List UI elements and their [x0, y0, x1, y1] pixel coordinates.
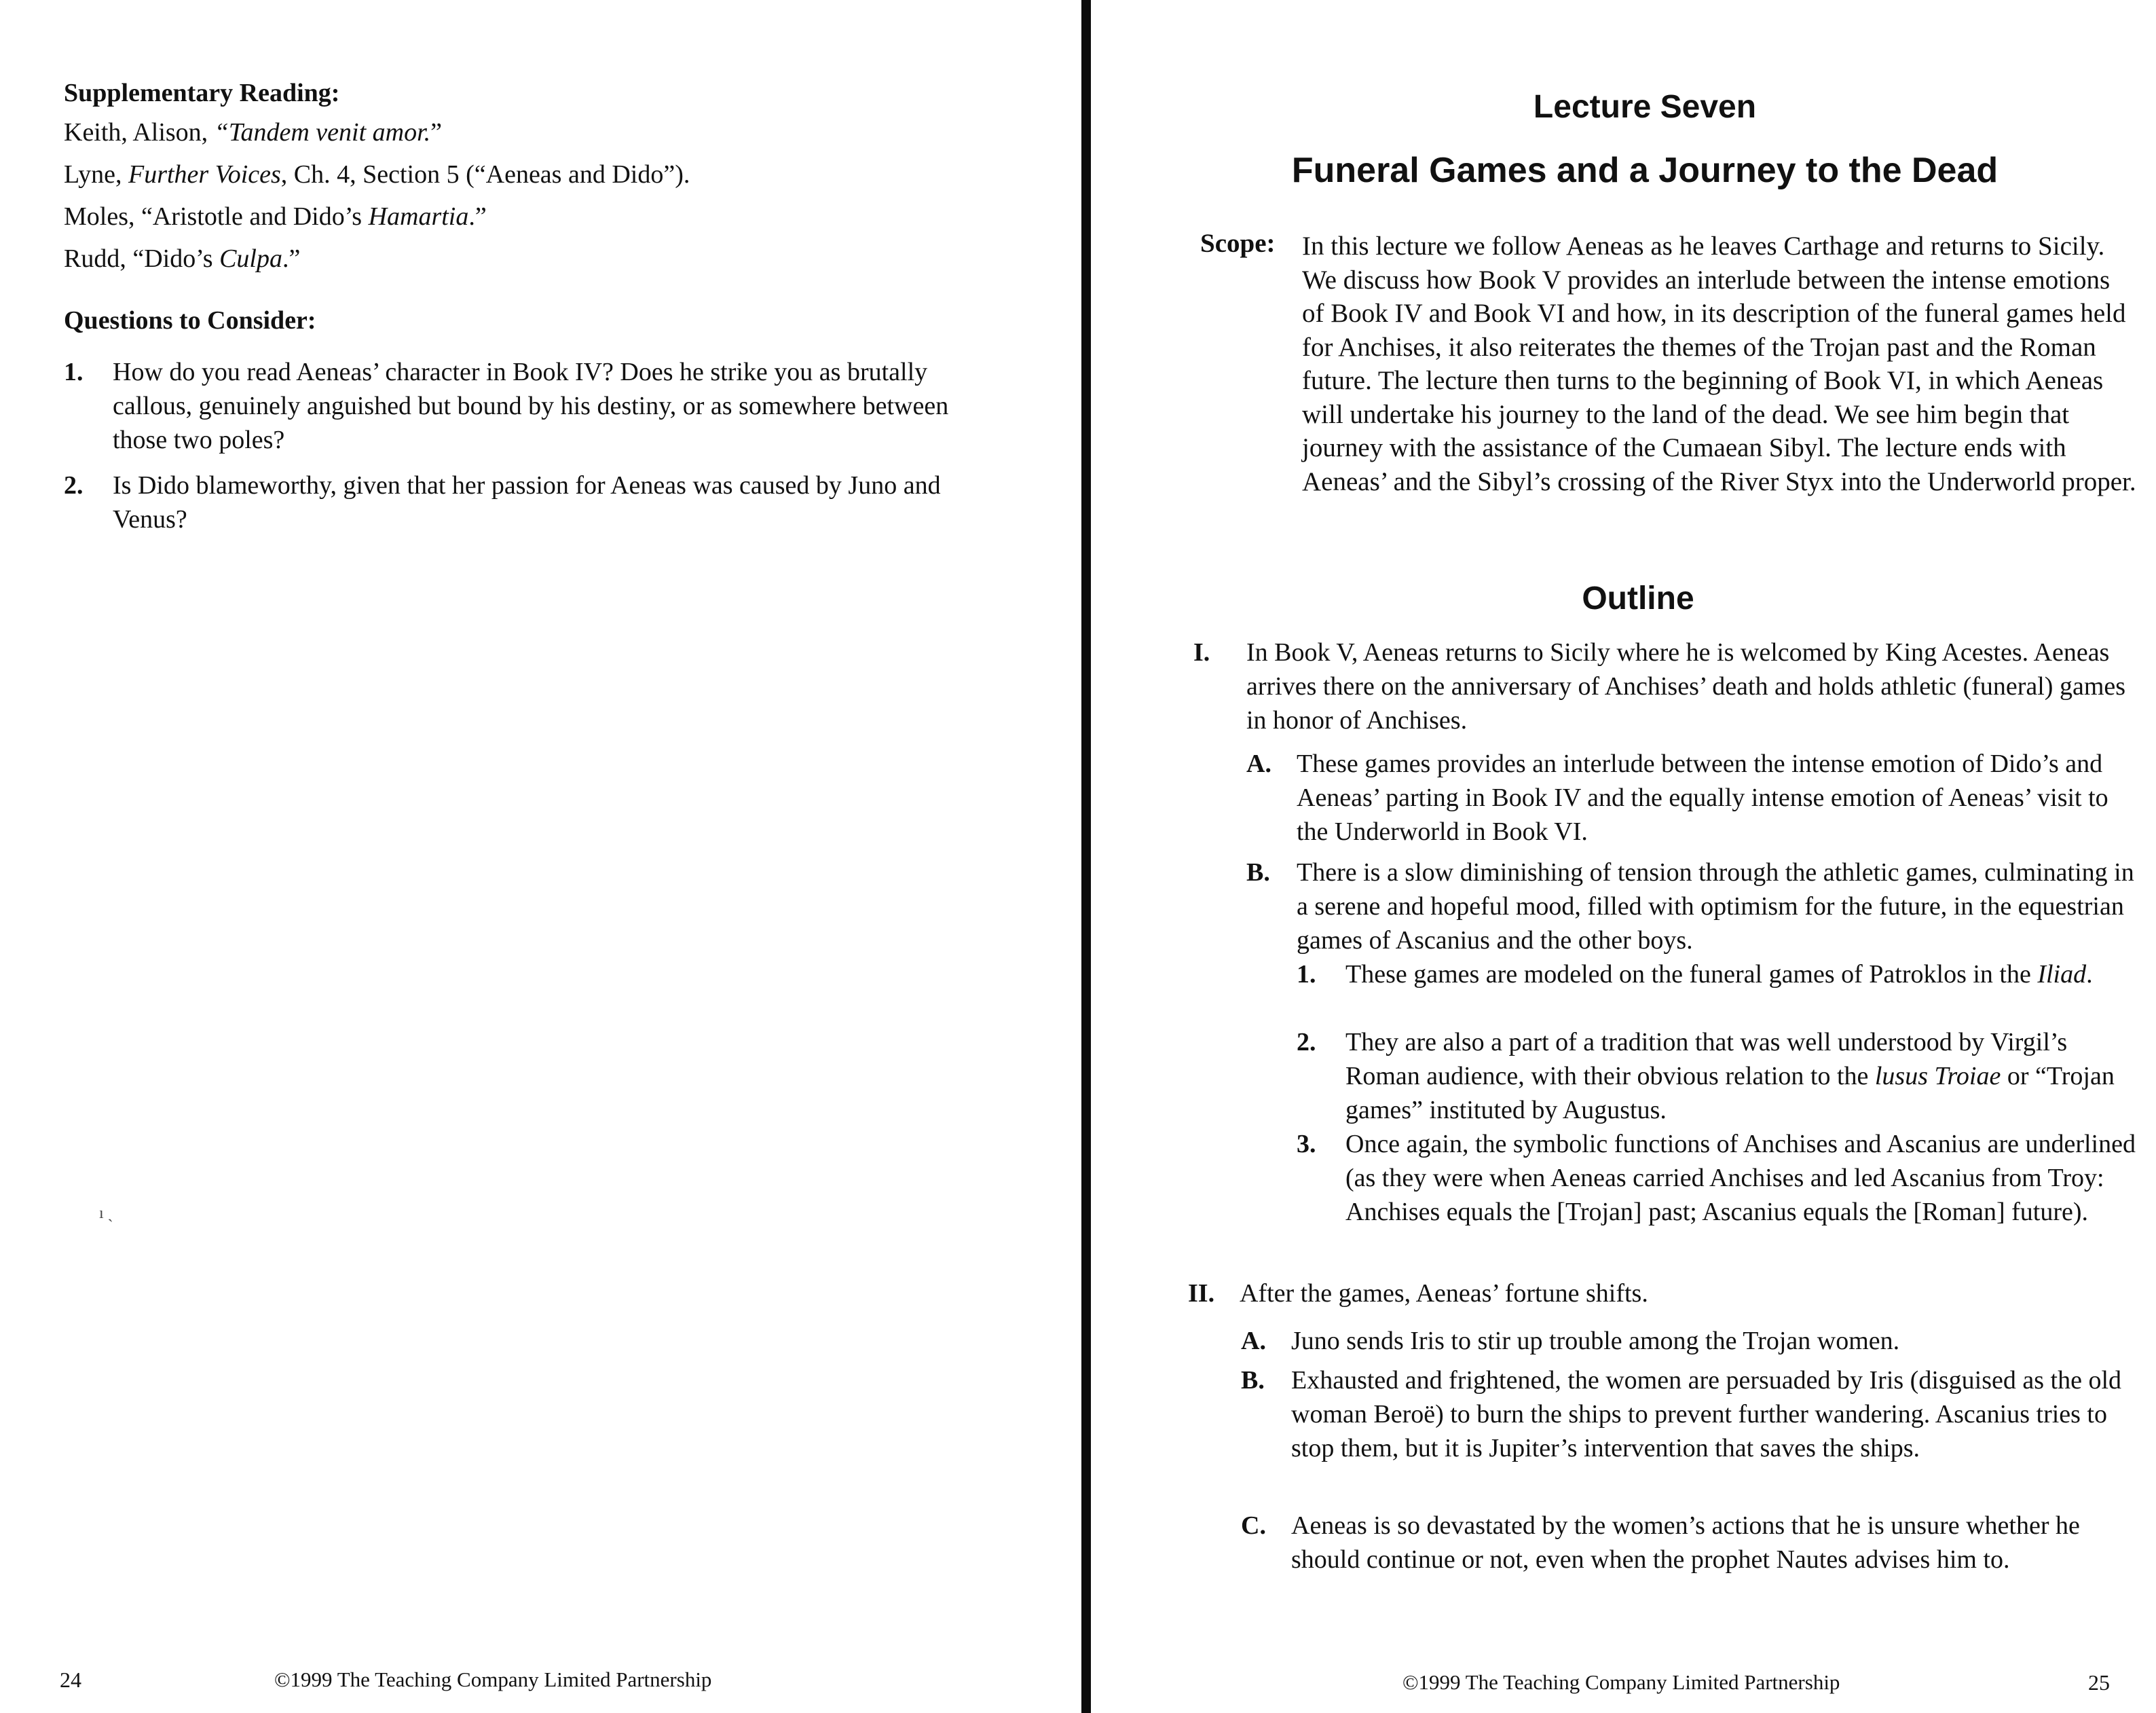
lecture-title: Funeral Games and a Journey to the Dead: [1291, 151, 1999, 190]
outline-heading: Outline: [1582, 581, 1694, 616]
outline-item-I-B-2: They are also a part of a tradition that was well understood by Virgil’s Roman audience, with their obvious relation to the lusus Troiae or “Trojan games” instituted by Augustus.: [1345, 1028, 2115, 1124]
outline-item-I: In Book V, Aeneas returns to Sicily where he is welcomed by King Acestes. Aeneas arrives there on the anniversary of Anchises’ death and holds athletic (funeral) games in honor of Anchises.: [1246, 638, 2126, 735]
reference-item: Lyne, Further Voices, Ch. 4, Section 5 (“Aeneas and Dido”).: [64, 160, 690, 189]
outline-label-II-A: A.: [1241, 1327, 1266, 1355]
outline-label-I-A: A.: [1246, 750, 1271, 778]
outline-label-I-B-2: 2.: [1297, 1028, 1316, 1056]
outline-item-II: After the games, Aeneas’ fortune shifts.: [1240, 1279, 1648, 1308]
outline-item-II-A: Juno sends Iris to stir up trouble among the Trojan women.: [1291, 1327, 1900, 1355]
reference-item: Keith, Alison, “Tandem venit amor.”: [64, 118, 443, 147]
page-number: 24: [60, 1668, 81, 1692]
right-page: [1093, 0, 2156, 1713]
question-text: How do you read Aeneas’ character in Book IV? Does he strike you as brutally callous, genuinely anguished but bound by his destiny, or as somewhere between those two poles?: [113, 358, 949, 454]
outline-item-I-B-1: These games are modeled on the funeral games of Patroklos in the Iliad.: [1345, 960, 2093, 989]
question-number: 2.: [64, 471, 83, 500]
scope-label: Scope:: [1200, 229, 1276, 258]
lecture-number: Lecture Seven: [1533, 89, 1757, 125]
stray-mark: ı ˎ: [99, 1204, 113, 1222]
question-text: Is Dido blameworthy, given that her passion for Aeneas was caused by Juno and Venus?: [113, 471, 941, 534]
outline-item-I-B-3: Once again, the symbolic functions of Anchises and Ascanius are underlined (as they were when Aeneas carried Anchises and led Ascanius from Troy: Anchises equals the [Trojan] past; Ascanius equals the [Roman] future).: [1345, 1130, 2136, 1226]
page-number: 25: [2088, 1670, 2110, 1695]
reference-item: Rudd, “Dido’s Culpa.”: [64, 244, 301, 273]
reference-item: Moles, “Aristotle and Dido’s Hamartia.”: [64, 202, 487, 231]
outline-label-I-B: B.: [1246, 858, 1270, 887]
outline-label-I-B-3: 3.: [1297, 1130, 1316, 1158]
outline-label-II-C: C.: [1241, 1511, 1266, 1540]
copyright-footer: ©1999 The Teaching Company Limited Partnership: [274, 1668, 712, 1691]
outline-label-I: I.: [1193, 638, 1210, 667]
outline-item-I-B: There is a slow diminishing of tension through the athletic games, culminating in a serene and hopeful mood, filled with optimism for the future, in the equestrian games of Ascanius and the other boys.: [1297, 858, 2134, 955]
outline-item-I-A: These games provides an interlude between the intense emotion of Dido’s and Aeneas’ parting in Book IV and the equally intense emotion of Aeneas’ visit to the Underworld in Book VI.: [1297, 750, 2108, 846]
scope-text: In this lecture we follow Aeneas as he leaves Carthage and returns to Sicily. We discuss how Book V provides an interlude between the intense emotions of Book IV and Book VI and how, in its description of the funeral games held for Anchises, it also reiterates the themes of the Trojan past and the Roman future. The lecture then turns to the beginning of Book VI, in which Aeneas will undertake his journey to the land of the dead. We see him begin that journey with the assistance of the Cumaean Sibyl. The lecture ends with Aeneas’ and the Sibyl’s crossing of the River Styx into the Underworld proper.: [1302, 232, 2136, 496]
question-number: 1.: [64, 358, 83, 386]
outline-item-II-C: Aeneas is so devastated by the women’s actions that he is unsure whether he should continue or not, even when the prophet Nautes advises him to.: [1291, 1511, 2080, 1574]
outline-label-I-B-1: 1.: [1297, 960, 1316, 989]
outline-label-II-B: B.: [1241, 1366, 1265, 1395]
questions-heading: Questions to Consider:: [64, 306, 316, 335]
copyright-footer: ©1999 The Teaching Company Limited Partnership: [1402, 1670, 1840, 1694]
book-spine: [1081, 0, 1091, 1713]
supplementary-reading-heading: Supplementary Reading:: [64, 79, 340, 107]
outline-item-II-B: Exhausted and frightened, the women are persuaded by Iris (disguised as the old woman Beroë) to burn the ships to prevent further wandering. Ascanius tries to stop them, but it is Jupiter’s intervention that saves the ships.: [1291, 1366, 2122, 1462]
outline-label-II: II.: [1188, 1279, 1215, 1308]
